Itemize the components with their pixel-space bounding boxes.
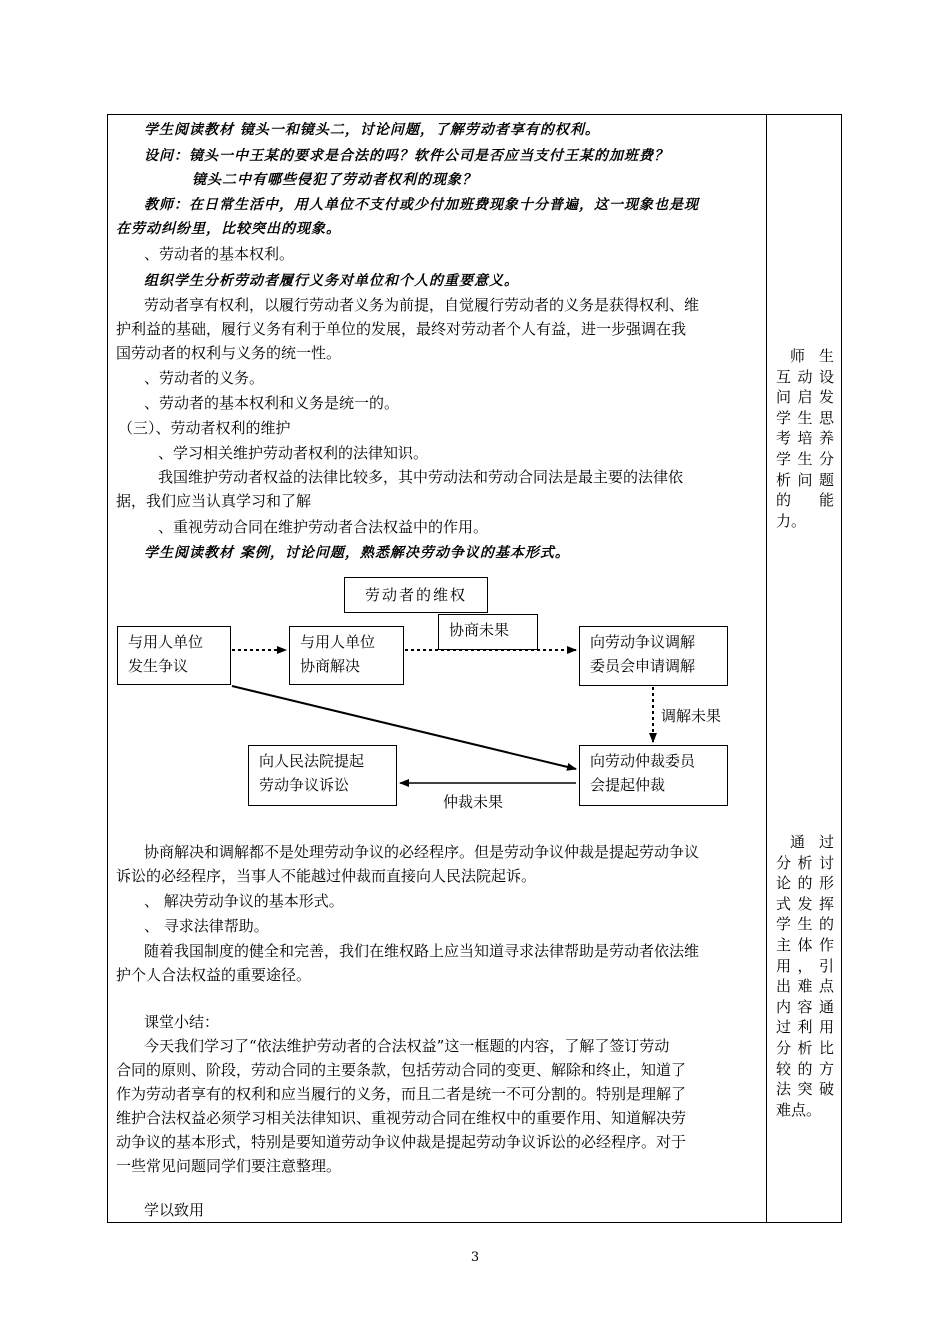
label-arbitration-failed: 仲裁未果 <box>443 793 504 811</box>
text-line: 学以致用 <box>144 1201 205 1219</box>
text-line: 我国维护劳动者权益的法律比较多，其中劳动法和劳动合同法是最主要的法律依 <box>158 468 684 486</box>
node-court: 向人民法院提起 劳动争议诉讼 <box>248 745 397 806</box>
text-line: 、重视劳动合同在维护劳动者合法权益中的作用。 <box>158 518 489 536</box>
node-negotiate: 与用人单位 协商解决 <box>289 626 404 685</box>
summary-heading: 课堂小结： <box>144 1013 220 1031</box>
text-line: 、劳动者的基本权利。 <box>144 245 295 263</box>
page-number: 3 <box>470 1250 480 1265</box>
text-line: 、 解决劳动争议的基本形式。 <box>144 892 344 910</box>
text-line: 教师：在日常生活中，用人单位不支付或少付加班费现象十分普遍，这一现象也是现 <box>144 197 699 213</box>
diagram-title: 劳动者的维权 <box>344 577 488 613</box>
text-line: 协商解决和调解都不是处理劳动争议的必经程序。但是劳动争议仲裁是提起劳动争议 <box>144 843 700 861</box>
text-line: 护个人合法权益的重要途径。 <box>116 966 312 984</box>
text-line: 作为劳动者享有的权利和应当履行的义务，而且二者是统一不可分割的。特别是理解了 <box>116 1085 687 1103</box>
text-line: 今天我们学习了“依法维护劳动者的合法权益”这一框题的内容，了解了签订劳动 <box>144 1037 670 1055</box>
node-mediate: 向劳动争议调解 委员会申请调解 <box>579 626 728 686</box>
text-line: 设问：镜头一中王某的要求是合法的吗？软件公司是否应当支付王某的加班费？ <box>144 148 669 164</box>
text-line: 动争议的基本形式，特别是要知道劳动争议仲裁是提起劳动争议诉讼的必经程序。对于 <box>116 1133 687 1151</box>
text-line: 国劳动者的权利与义务的统一性。 <box>116 344 342 362</box>
text-line: 维护合法权益必须学习相关法律知识、重视劳动合同在维权中的重要作用、知道解决劳 <box>116 1109 687 1127</box>
node-arbitrate: 向劳动仲裁委员 会提起仲裁 <box>579 745 728 806</box>
text-line: 据，我们应当认真学习和了解 <box>116 492 312 510</box>
label-mediation-failed: 调解未果 <box>661 707 722 725</box>
text-line: 在劳动纠纷里，比较突出的现象。 <box>116 221 341 237</box>
label-negotiation-failed: 协商未果 <box>438 614 538 650</box>
text-line: 、劳动者的义务。 <box>144 369 265 387</box>
text-line: 、 寻求法律帮助。 <box>144 917 269 935</box>
text-line: 学生阅读教材 镜头一和镜头二，讨论问题，了解劳动者享有的权利。 <box>144 122 600 138</box>
text-line: 镜头二中有哪些侵犯了劳动者权利的现象？ <box>192 172 477 188</box>
text-line: 护利益的基础，履行义务有利于单位的发展，最终对劳动者个人有益，进一步强调在我 <box>116 320 687 338</box>
text-line: 一些常见问题同学们要注意整理。 <box>116 1157 342 1175</box>
text-line: 合同的原则、阶段，劳动合同的主要条款，包括劳动合同的变更、解除和终止，知道了 <box>116 1061 687 1079</box>
text-line: 随着我国制度的健全和完善，我们在维权路上应当知道寻求法律帮助是劳动者依法维 <box>144 942 700 960</box>
text-line: 劳动者享有权利，以履行劳动者义务为前提，自觉履行劳动者的义务是获得权利、维 <box>144 296 700 314</box>
side-note-2: 通过 分析讨 论的形 式发挥 学生的 主体作 用，引 出难点 内容通 过利用 分析比 较的方 法突破 难点。 <box>776 833 834 1119</box>
text-line: 、学习相关维护劳动者权利的法律知识。 <box>158 444 429 462</box>
side-note-1: 师生 互动设 问启发 学生思 考培养 学生分 析问题 的能 力。 <box>776 347 834 530</box>
text-line: 诉讼的必经程序，当事人不能越过仲裁而直接向人民法院起诉。 <box>116 867 537 885</box>
node-dispute: 与用人单位 发生争议 <box>117 626 231 685</box>
text-line: 、劳动者的基本权利和义务是统一的。 <box>144 394 400 412</box>
section-heading: （三）、劳动者权利的维护 <box>118 419 291 437</box>
text-line: 组织学生分析劳动者履行义务对单位和个人的重要意义。 <box>144 273 519 289</box>
text-line: 学生阅读教材 案例，讨论问题，熟悉解决劳动争议的基本形式。 <box>144 545 570 561</box>
